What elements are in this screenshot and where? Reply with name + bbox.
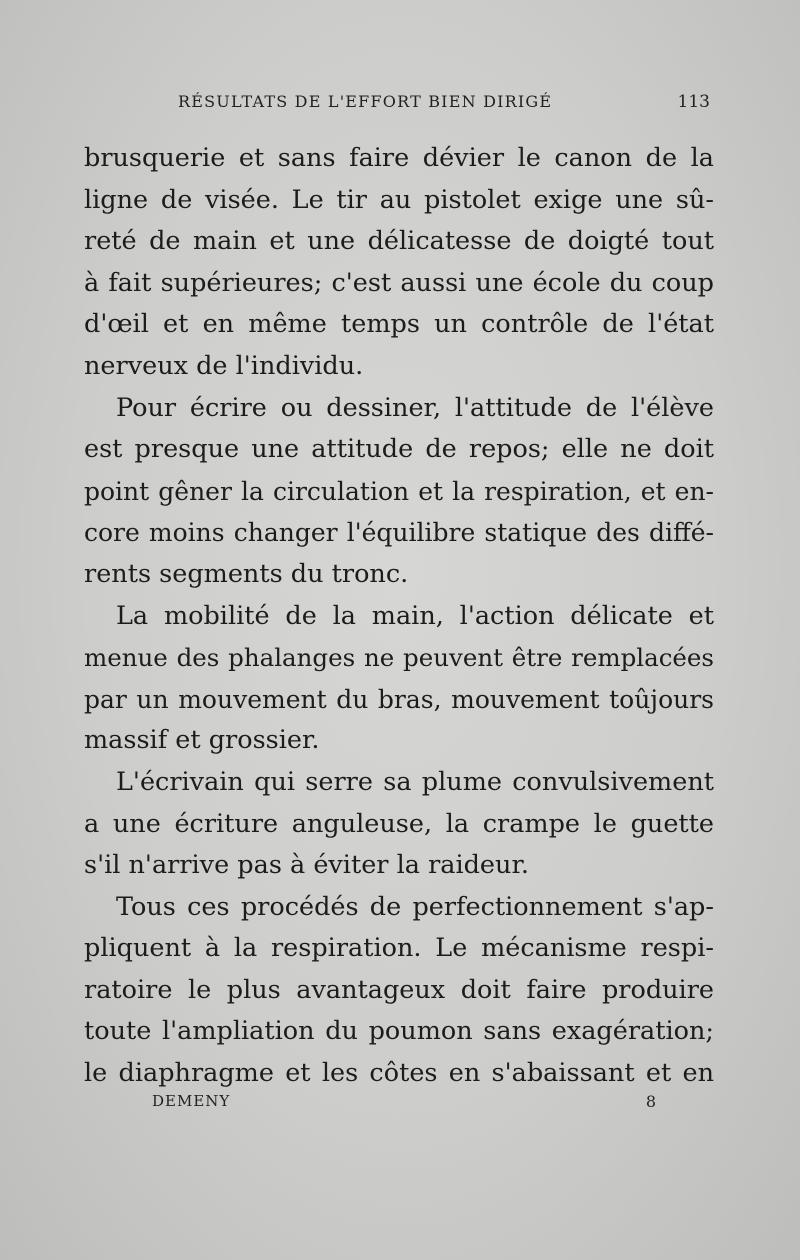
text-line: est presque une attitude de repos; elle ne doit (84, 434, 714, 465)
text-line: pliquent à la respiration. Le mécanisme respi- (84, 933, 714, 964)
text-line: par un mouvement du bras, mouvement toûjours (84, 684, 714, 714)
page-number: 113 (677, 92, 710, 112)
text-line: core moins changer l'équilibre statique des diffé- (84, 518, 714, 548)
paragraph-first-line: La mobilité de la main, l'action délicate et (116, 600, 714, 631)
body-text (84, 138, 714, 1095)
text-line: toute l'ampliation du poumon sans exagération; (84, 1016, 714, 1047)
printer-signature: DEMENY (152, 1092, 231, 1110)
text-line: a une écriture anguleuse, la crampe le guette (84, 808, 714, 839)
signature-sheet-number: 8 (645, 1092, 656, 1111)
text-line: point gêner la circulation et la respiration, et en- (84, 476, 714, 506)
text-line: ligne de visée. Le tir au pistolet exige une sû- (84, 184, 714, 215)
paragraph-end-line: s'il n'arrive pas à éviter la raideur. (84, 850, 529, 881)
paragraph-end-line: rents segments du tronc. (84, 558, 409, 589)
text-line: à fait supérieures; c'est aussi une école du coup (84, 267, 714, 298)
text-line: reté de main et une délicatesse de doigté tout (84, 226, 714, 257)
running-title: RÉSULTATS DE L'EFFORT BIEN DIRIGÉ (178, 92, 553, 111)
text-line: menue des phalanges ne peuvent être remplacées (84, 643, 714, 673)
text-line: d'œil et en même temps un contrôle de l'état (84, 309, 714, 340)
page-footer (152, 1092, 656, 1114)
text-line: brusquerie et sans faire dévier le canon de la (84, 143, 714, 173)
text-line: le diaphragme et les côtes en s'abaissant et en (84, 1058, 714, 1089)
paragraph-first-line: Tous ces procédés de perfectionnement s'ap- (116, 891, 714, 922)
paragraph-first-line: L'écrivain qui serre sa plume convulsivement (116, 766, 714, 797)
paragraph-end-line: nerveux de l'individu. (84, 350, 364, 381)
paragraph-end-line: massif et grossier. (84, 725, 320, 756)
paragraph-first-line: Pour écrire ou dessiner, l'attitude de l'élève (116, 392, 714, 423)
text-line: ratoire le plus avantageux doit faire produire (84, 974, 714, 1005)
running-head (178, 92, 710, 116)
